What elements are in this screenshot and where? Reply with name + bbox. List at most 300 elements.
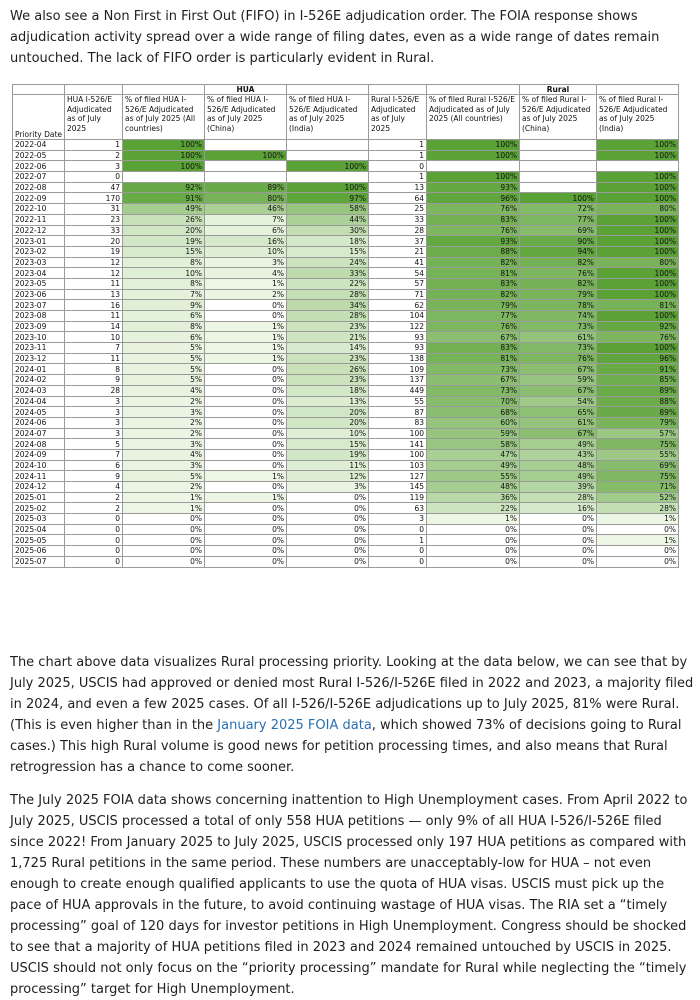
cell-rural-count: 109 (369, 364, 427, 375)
cell-rural-india: 75% (597, 439, 679, 450)
cell-rural-count: 25 (369, 204, 427, 215)
cell-priority-date: 2024-07 (13, 428, 65, 439)
table-row (13, 492, 679, 503)
cell-hua-china: 1% (205, 332, 287, 343)
cell-hua-all: 5% (123, 375, 205, 386)
cell-priority-date: 2024-02 (13, 375, 65, 386)
table-row (13, 524, 679, 535)
cell-hua-count: 7 (65, 343, 123, 354)
cell-rural-all: 81% (427, 353, 520, 364)
cell-rural-all: 81% (427, 268, 520, 279)
cell-hua-india: 100% (287, 182, 369, 193)
cell-hua-china: 46% (205, 204, 287, 215)
cell-rural-count: 137 (369, 375, 427, 386)
cell-hua-china: 0% (205, 375, 287, 386)
cell-rural-count: 3 (369, 514, 427, 525)
cell-hua-all: 4% (123, 449, 205, 460)
cell-rural-china: 74% (520, 311, 597, 322)
cell-hua-count: 14 (65, 321, 123, 332)
cell-hua-all: 10% (123, 268, 205, 279)
cell-hua-all: 9% (123, 300, 205, 311)
cell-rural-all: 67% (427, 375, 520, 386)
cell-hua-count: 0 (65, 524, 123, 535)
cell-hua-all: 2% (123, 428, 205, 439)
cell-rural-count: 1 (369, 172, 427, 183)
table-row (13, 140, 679, 151)
intro-paragraph: We also see a Non First in First Out (FIFO) in I-526E adjudication order. The FOIA response shows adjudication activity spread over a wide range of filing dates, even as a wide range of dates remain untouched. The lack of FIFO order is particularly evident in Rural. (10, 9, 660, 66)
cell-hua-india: 10% (287, 428, 369, 439)
cell-rural-india: 28% (597, 503, 679, 514)
table-row (13, 353, 679, 364)
cell-rural-china: 0% (520, 514, 597, 525)
group-header-row (13, 85, 679, 95)
col-header-rural-china: % of filed Rural I-526/E Adjudicated as of July 2025 (China) (520, 95, 597, 140)
cell-rural-india: 100% (597, 268, 679, 279)
cell-hua-china: 0% (205, 428, 287, 439)
cell-priority-date: 2023-07 (13, 300, 65, 311)
cell-hua-india: 28% (287, 289, 369, 300)
cell-rural-count: 13 (369, 182, 427, 193)
cell-rural-china: 59% (520, 375, 597, 386)
cell-rural-all: 0% (427, 546, 520, 557)
table-row (13, 407, 679, 418)
cell-hua-china: 0% (205, 460, 287, 471)
cell-hua-count: 10 (65, 332, 123, 343)
table-row (13, 321, 679, 332)
cell-rural-china: 82% (520, 257, 597, 268)
cell-rural-china: 0% (520, 524, 597, 535)
table-row (13, 396, 679, 407)
cell-hua-india: 23% (287, 321, 369, 332)
cell-priority-date: 2022-10 (13, 204, 65, 215)
cell-rural-count: 0 (369, 524, 427, 535)
cell-hua-all: 15% (123, 246, 205, 257)
cell-rural-china: 65% (520, 407, 597, 418)
cell-hua-all: 0% (123, 514, 205, 525)
cell-priority-date: 2024-01 (13, 364, 65, 375)
cell-rural-count: 1 (369, 535, 427, 546)
cell-hua-china: 89% (205, 182, 287, 193)
cell-rural-india: 100% (597, 246, 679, 257)
cell-hua-china: 1% (205, 353, 287, 364)
cell-rural-all: 73% (427, 364, 520, 375)
cell-rural-all: 83% (427, 278, 520, 289)
cell-hua-count: 12 (65, 268, 123, 279)
cell-priority-date: 2022-05 (13, 150, 65, 161)
cell-hua-india: 11% (287, 460, 369, 471)
cell-rural-all: 55% (427, 471, 520, 482)
cell-hua-all: 6% (123, 332, 205, 343)
cell-rural-count: 64 (369, 193, 427, 204)
cell-rural-all: 93% (427, 236, 520, 247)
cell-hua-india: 0% (287, 556, 369, 567)
cell-priority-date: 2024-09 (13, 449, 65, 460)
cell-hua-all: 3% (123, 460, 205, 471)
table-row (13, 225, 679, 236)
table-row (13, 556, 679, 567)
cell-rural-all: 83% (427, 343, 520, 354)
cell-hua-india: 18% (287, 385, 369, 396)
cell-hua-all: 4% (123, 385, 205, 396)
cell-rural-china: 61% (520, 417, 597, 428)
cell-rural-india: 0% (597, 524, 679, 535)
table-row (13, 535, 679, 546)
cell-hua-india: 15% (287, 246, 369, 257)
cell-hua-india: 24% (287, 257, 369, 268)
cell-hua-china: 0% (205, 311, 287, 322)
cell-hua-india: 30% (287, 225, 369, 236)
col-header-rural-india: % of filed Rural I-526/E Adjudicated as of July 2025 (India) (597, 95, 679, 140)
cell-priority-date: 2022-09 (13, 193, 65, 204)
cell-hua-india: 15% (287, 439, 369, 450)
cell-priority-date: 2022-04 (13, 140, 65, 151)
cell-hua-count: 3 (65, 428, 123, 439)
cell-hua-china: 0% (205, 364, 287, 375)
cell-rural-china (520, 150, 597, 161)
cell-rural-count: 0 (369, 161, 427, 172)
cell-hua-count: 1 (65, 140, 123, 151)
table-row (13, 246, 679, 257)
cell-rural-india: 55% (597, 449, 679, 460)
cell-rural-china: 61% (520, 332, 597, 343)
table-row (13, 300, 679, 311)
cell-priority-date: 2022-07 (13, 172, 65, 183)
cell-rural-all: 68% (427, 407, 520, 418)
cell-hua-china: 80% (205, 193, 287, 204)
cell-hua-count: 2 (65, 492, 123, 503)
cell-rural-all: 100% (427, 140, 520, 151)
cell-hua-india: 28% (287, 311, 369, 322)
cell-rural-count: 100 (369, 428, 427, 439)
cell-hua-china (205, 172, 287, 183)
cell-rural-all (427, 161, 520, 172)
cell-priority-date: 2024-08 (13, 439, 65, 450)
cell-rural-count: 141 (369, 439, 427, 450)
cell-hua-china: 0% (205, 546, 287, 557)
cell-rural-india: 71% (597, 482, 679, 493)
cell-hua-china: 6% (205, 225, 287, 236)
col-header-rural-all: % of filed Rural I-526/E Adjudicated as of July 2025 (All countries) (427, 95, 520, 140)
cell-hua-india (287, 140, 369, 151)
table-row (13, 364, 679, 375)
cell-rural-china: 76% (520, 268, 597, 279)
cell-rural-china: 67% (520, 428, 597, 439)
cell-hua-india (287, 172, 369, 183)
cell-rural-all: 22% (427, 503, 520, 514)
cell-hua-count: 6 (65, 460, 123, 471)
table-row (13, 150, 679, 161)
cell-hua-china: 0% (205, 396, 287, 407)
table-row (13, 471, 679, 482)
cell-rural-count: 87 (369, 407, 427, 418)
table-row (13, 161, 679, 172)
cell-rural-china: 0% (520, 546, 597, 557)
cell-hua-count: 31 (65, 204, 123, 215)
cell-rural-china (520, 182, 597, 193)
hua-inattention-paragraph: The July 2025 FOIA data shows concerning inattention to High Unemployment cases. From April 2022 to July 2025, USCIS processed a total of only 558 HUA petitions — only 9% of all HUA I-526/I-526E filed since 2022! From January 2025 to July 2025, USCIS processed only 197 HUA petitions as compared with 1,725 Rural petitions in the same period. These numbers are unacceptably-low for HUA – not even enough to create enough qualified applicants to use the quota of HUA visas. USCIS must pick up the pace of HUA approvals in the future, to avoid continuing wastage of HUA visas. The RIA set a “timely processing” goal of 120 days for investor petitions in High Unemployment. Congress should be shocked to see that a majority of HUA petitions filed in 2023 and 2024 remained untouched by USCIS in 2025. USCIS should not only focus on the “priority processing” mandate for Rural while neglecting the “timely processing” target for High Unemployment. (10, 793, 688, 997)
col-header-rural-count: Rural I-526/E Adjudicated as of July 2025 (369, 95, 427, 140)
cell-hua-count: 16 (65, 300, 123, 311)
cell-hua-count: 7 (65, 449, 123, 460)
table-row (13, 514, 679, 525)
cell-hua-all: 100% (123, 140, 205, 151)
cell-hua-count: 4 (65, 482, 123, 493)
cell-hua-china: 0% (205, 439, 287, 450)
cell-priority-date: 2023-01 (13, 236, 65, 247)
cell-hua-india: 19% (287, 449, 369, 460)
cell-priority-date: 2025-03 (13, 514, 65, 525)
cell-hua-count: 12 (65, 257, 123, 268)
fifo-heatmap-table-container (12, 84, 678, 636)
cell-rural-india: 0% (597, 546, 679, 557)
table-row (13, 193, 679, 204)
cell-hua-china: 1% (205, 278, 287, 289)
cell-rural-count: 0 (369, 546, 427, 557)
cell-rural-china: 78% (520, 300, 597, 311)
table-row (13, 439, 679, 450)
cell-rural-china: 49% (520, 471, 597, 482)
cell-hua-all (123, 172, 205, 183)
cell-hua-all: 0% (123, 524, 205, 535)
cell-hua-count: 3 (65, 396, 123, 407)
cell-hua-all: 3% (123, 407, 205, 418)
cell-rural-all: 1% (427, 514, 520, 525)
table-row (13, 482, 679, 493)
cell-priority-date: 2024-04 (13, 396, 65, 407)
table-row (13, 546, 679, 557)
cell-hua-china: 1% (205, 492, 287, 503)
cell-hua-china: 1% (205, 321, 287, 332)
cell-hua-all: 3% (123, 439, 205, 450)
group-hua-label: HUA (205, 85, 287, 95)
cell-rural-all: 0% (427, 556, 520, 567)
table-row (13, 460, 679, 471)
cell-hua-count: 47 (65, 182, 123, 193)
cell-hua-india: 3% (287, 482, 369, 493)
cell-hua-count: 0 (65, 546, 123, 557)
cell-hua-all: 5% (123, 471, 205, 482)
cell-hua-all: 8% (123, 321, 205, 332)
cell-hua-china: 0% (205, 524, 287, 535)
table-row (13, 182, 679, 193)
cell-rural-count: 37 (369, 236, 427, 247)
cell-hua-china: 10% (205, 246, 287, 257)
cell-rural-count: 0 (369, 556, 427, 567)
cell-hua-all: 5% (123, 343, 205, 354)
cell-rural-india: 57% (597, 428, 679, 439)
cell-rural-china: 49% (520, 439, 597, 450)
group-rural-label: Rural (520, 85, 597, 95)
cell-hua-india: 23% (287, 375, 369, 386)
cell-hua-india: 0% (287, 514, 369, 525)
cell-hua-india: 26% (287, 364, 369, 375)
table-row (13, 172, 679, 183)
cell-rural-count: 54 (369, 268, 427, 279)
cell-hua-india: 12% (287, 471, 369, 482)
cell-rural-count: 127 (369, 471, 427, 482)
cell-rural-count: 41 (369, 257, 427, 268)
col-header-priority-date: Priority Date (13, 95, 65, 140)
cell-hua-india: 21% (287, 332, 369, 343)
table-row (13, 257, 679, 268)
cell-hua-count: 5 (65, 439, 123, 450)
cell-rural-india: 80% (597, 257, 679, 268)
column-header-row (13, 95, 679, 140)
cell-rural-count: 138 (369, 353, 427, 364)
cell-rural-china: 48% (520, 460, 597, 471)
cell-hua-china (205, 161, 287, 172)
cell-rural-china: 79% (520, 289, 597, 300)
cell-hua-count: 8 (65, 364, 123, 375)
cell-hua-china: 0% (205, 449, 287, 460)
cell-hua-china: 0% (205, 385, 287, 396)
cell-rural-china: 73% (520, 343, 597, 354)
cell-rural-india: 100% (597, 193, 679, 204)
cell-rural-count: 104 (369, 311, 427, 322)
cell-hua-count: 9 (65, 375, 123, 386)
cell-hua-all: 8% (123, 278, 205, 289)
cell-rural-count: 83 (369, 417, 427, 428)
cell-rural-china: 67% (520, 364, 597, 375)
cell-hua-all: 2% (123, 482, 205, 493)
cell-hua-count: 3 (65, 407, 123, 418)
cell-rural-all: 77% (427, 311, 520, 322)
cell-rural-india: 76% (597, 332, 679, 343)
cell-priority-date: 2023-10 (13, 332, 65, 343)
cell-rural-india: 0% (597, 556, 679, 567)
table-body (13, 140, 679, 568)
cell-hua-india: 20% (287, 407, 369, 418)
cell-rural-china: 43% (520, 449, 597, 460)
cell-rural-all: 59% (427, 428, 520, 439)
cell-priority-date: 2024-03 (13, 385, 65, 396)
cell-priority-date: 2023-11 (13, 343, 65, 354)
cell-hua-china: 16% (205, 236, 287, 247)
table-row (13, 278, 679, 289)
cell-rural-count: 63 (369, 503, 427, 514)
cell-priority-date: 2025-01 (13, 492, 65, 503)
cell-rural-china: 67% (520, 385, 597, 396)
cell-hua-china: 0% (205, 482, 287, 493)
cell-rural-india: 100% (597, 140, 679, 151)
cell-priority-date: 2023-06 (13, 289, 65, 300)
cell-rural-china: 0% (520, 535, 597, 546)
cell-rural-all: 36% (427, 492, 520, 503)
cell-hua-all: 5% (123, 353, 205, 364)
cell-rural-china: 16% (520, 503, 597, 514)
cell-rural-count: 122 (369, 321, 427, 332)
cell-rural-india: 80% (597, 204, 679, 215)
cell-priority-date: 2025-04 (13, 524, 65, 535)
cell-priority-date: 2022-06 (13, 161, 65, 172)
cell-hua-china: 0% (205, 514, 287, 525)
cell-hua-india (287, 150, 369, 161)
table-row (13, 385, 679, 396)
cell-hua-all: 0% (123, 556, 205, 567)
cell-hua-all: 8% (123, 257, 205, 268)
cell-rural-all: 100% (427, 150, 520, 161)
cell-rural-count: 1 (369, 140, 427, 151)
cell-rural-china: 90% (520, 236, 597, 247)
cell-rural-china: 73% (520, 321, 597, 332)
cell-rural-china (520, 161, 597, 172)
rural-priority-paragraph (10, 652, 694, 778)
cell-rural-all: 58% (427, 439, 520, 450)
cell-hua-china: 2% (205, 289, 287, 300)
cell-hua-count: 0 (65, 514, 123, 525)
cell-rural-china: 82% (520, 278, 597, 289)
cell-hua-china: 3% (205, 257, 287, 268)
cell-hua-all: 19% (123, 236, 205, 247)
cell-hua-count: 11 (65, 311, 123, 322)
cell-rural-india: 100% (597, 278, 679, 289)
cell-hua-india: 97% (287, 193, 369, 204)
cell-hua-china (205, 140, 287, 151)
cell-rural-india: 100% (597, 311, 679, 322)
cell-rural-all: 76% (427, 225, 520, 236)
cell-rural-china: 54% (520, 396, 597, 407)
cell-rural-count: 100 (369, 449, 427, 460)
cell-rural-all: 73% (427, 385, 520, 396)
col-header-hua-all: % of filed HUA I-526/E Adjudicated as of July 2025 (All countries) (123, 95, 205, 140)
table-row (13, 289, 679, 300)
cell-rural-india: 100% (597, 150, 679, 161)
cell-hua-china: 0% (205, 556, 287, 567)
table-row (13, 332, 679, 343)
cell-hua-china: 0% (205, 417, 287, 428)
cell-hua-all: 92% (123, 182, 205, 193)
cell-rural-china (520, 140, 597, 151)
table-row (13, 449, 679, 460)
cell-rural-count: 103 (369, 460, 427, 471)
cell-hua-india: 0% (287, 535, 369, 546)
cell-rural-india: 100% (597, 225, 679, 236)
cell-rural-china: 77% (520, 214, 597, 225)
table-row (13, 375, 679, 386)
cell-hua-count: 11 (65, 278, 123, 289)
cell-priority-date: 2023-05 (13, 278, 65, 289)
cell-priority-date: 2022-11 (13, 214, 65, 225)
cell-rural-india: 52% (597, 492, 679, 503)
cell-hua-all: 26% (123, 214, 205, 225)
cell-rural-india: 96% (597, 353, 679, 364)
cell-hua-all: 0% (123, 535, 205, 546)
cell-rural-china: 76% (520, 353, 597, 364)
cell-hua-india: 18% (287, 236, 369, 247)
cell-rural-all: 49% (427, 460, 520, 471)
cell-hua-china: 7% (205, 214, 287, 225)
cell-hua-all: 0% (123, 546, 205, 557)
table-row (13, 428, 679, 439)
cell-rural-india: 89% (597, 407, 679, 418)
cell-rural-all: 48% (427, 482, 520, 493)
cell-hua-china: 0% (205, 535, 287, 546)
cell-rural-all: 79% (427, 300, 520, 311)
cell-hua-india: 0% (287, 503, 369, 514)
cell-rural-count: 449 (369, 385, 427, 396)
cell-hua-china: 1% (205, 343, 287, 354)
cell-priority-date: 2023-04 (13, 268, 65, 279)
cell-rural-all: 70% (427, 396, 520, 407)
cell-hua-count: 3 (65, 417, 123, 428)
cell-rural-india: 100% (597, 182, 679, 193)
table-row (13, 204, 679, 215)
january-2025-foia-link[interactable]: January 2025 FOIA data (217, 718, 372, 733)
cell-hua-china: 4% (205, 268, 287, 279)
cell-rural-all: 47% (427, 449, 520, 460)
cell-hua-count: 28 (65, 385, 123, 396)
cell-rural-count: 57 (369, 278, 427, 289)
